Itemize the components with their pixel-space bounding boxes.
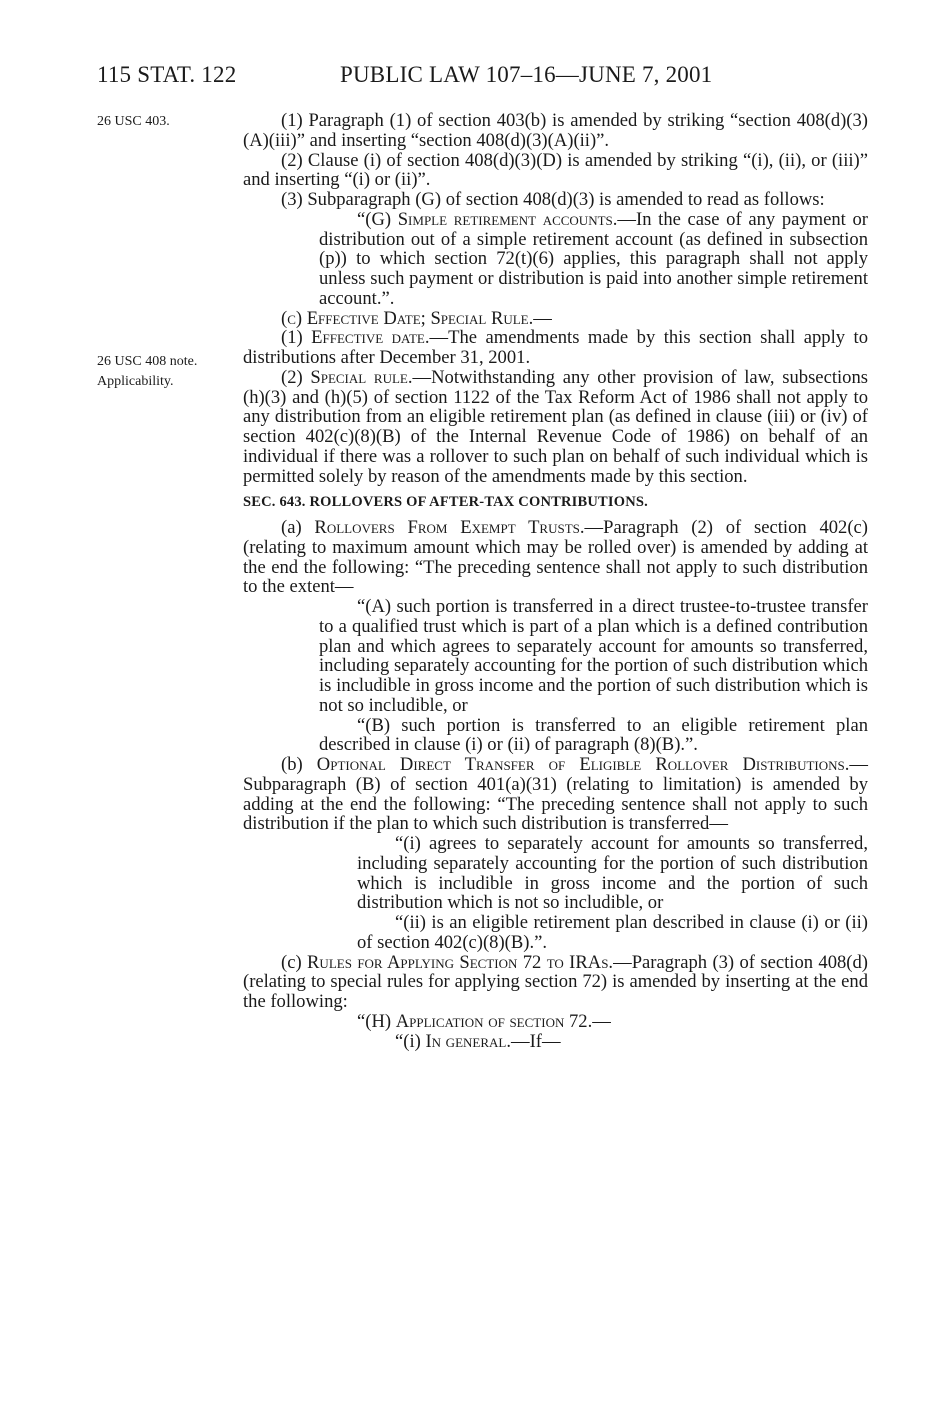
paragraph-3: (3) Subparagraph (G) of section 408(d)(3) is amended to read as follows:	[281, 189, 825, 210]
clause-a-A: “(A) such portion is transferred in a direct trustee-to-trustee transfer to a qualified trust which is part of a plan which is a defined contribution plan and which agrees to separately account for amounts so transferred, including separately accounting for the portion of such distribution which is includible in gross income and the portion of such distribution which is not so includible, or	[319, 596, 868, 716]
subsection-c-rules-number: (c)	[281, 951, 308, 973]
subsection-c-rules	[243, 953, 868, 1012]
subsection-c-dash: —	[533, 307, 552, 329]
paragraph-c2-number: (2)	[281, 366, 311, 388]
subsection-c-heading: (c) Effective Date; Special Rule.	[281, 307, 534, 329]
subsection-a-text: —Paragraph (2) of section 402(c) (relating to maximum amount which may be rolled over) is amended by adding at the end the following: “The preceding sentence shall not apply to such distribution to the extent—	[243, 517, 868, 598]
paragraph-2: (2) Clause (i) of section 408(d)(3)(D) is amended by striking “(i), (ii), or (iii)” and inserting “(i) or (ii)”.	[243, 149, 868, 191]
clause-b-ii: “(ii) is an eligible retirement plan described in clause (i) or (ii) of section 402(c)(8)(B).”.	[357, 912, 868, 953]
paragraph-1: (1) Paragraph (1) of section 403(b) is amended by striking “section 408(d)(3)(A)(iii)” and inserting “section 408(d)(3)(A)(ii)”.	[243, 110, 868, 151]
clause-h-i-text: —If—	[511, 1030, 561, 1052]
subparagraph-h-dash: —	[592, 1010, 611, 1032]
subparagraph-g	[243, 210, 868, 309]
clause-h-i	[243, 1032, 868, 1052]
subsection-b-number: (b)	[281, 754, 317, 775]
paragraph-c1-number: (1)	[281, 327, 312, 349]
margin-note-applicability: Applicability.	[97, 374, 174, 389]
paragraph-c2-text: —Notwithstanding any other provision of law, subsections (h)(3) and (h)(5) of section 1122 of the Tax Reform Act of 1986 shall not apply to any distribution from an eligible retirement plan (as defined in clause (iii) or (iv) of section 402(c)(8)(B) of the Internal Revenue Code of 1986) on behalf of an individual if there was a rollover to such plan on behalf of such individual which is permitted solely by reason of the amendments made by this section.	[243, 366, 868, 487]
page-number-header: 115 STAT. 122	[97, 62, 237, 87]
subsection-b-text: —Subparagraph (B) of section 401(a)(31) (relating to limitation) is amended by adding at the end the following: “The preceding sentence shall not apply to such distribution if the plan to which such distribution is transferred—	[243, 754, 868, 835]
paragraph-c1-heading: Effective date.	[311, 327, 430, 349]
subsection-b-heading: Optional Direct Transfer of Eligible Rollover Distributions.	[316, 754, 850, 775]
paragraph-c1-text: —The amendments made by this section shall apply to distributions after December 31, 2001.	[243, 327, 868, 368]
clause-b-i: “(i) agrees to separately account for amounts so transferred, including separately accounting for the portion of such distribution which is includible in gross income and the portion of such distribution which is not so includible, or	[357, 833, 868, 914]
margin-note-26-usc-403: 26 USC 403.	[97, 114, 170, 129]
document-body	[243, 111, 868, 1051]
public-law-header: PUBLIC LAW 107–16—JUNE 7, 2001	[340, 62, 713, 87]
subsection-a-heading: Rollovers From Exempt Trusts.	[314, 517, 585, 538]
subsection-c-rules-text: —Paragraph (3) of section 408(d) (relating to special rules for applying section 72) is amended by inserting at the end the following:	[243, 951, 868, 1012]
subsection-c-rules-heading: Rules for Applying Section 72 to IRAs.	[307, 951, 614, 973]
paragraph-c2	[243, 368, 868, 487]
paragraph-c2-heading: Special rule.	[310, 366, 413, 388]
clause-h-i-open: “(i)	[395, 1030, 426, 1052]
subsection-a-number: (a)	[281, 517, 315, 538]
subsection-a	[243, 518, 868, 597]
subparagraph-h-open: “(H)	[357, 1010, 396, 1032]
subparagraph-g-text: —In the case of any payment or distribution out of a simple retirement account (as defined in subsection (p)) to which section 72(t)(6) applies, this paragraph shall not apply unless such payment or distribution is paid into another simple retirement account.”.	[319, 208, 868, 309]
paragraph-c1	[243, 328, 868, 368]
subparagraph-h	[243, 1012, 868, 1032]
clause-h-i-heading: In general.	[425, 1030, 511, 1052]
margin-note-26-usc-408-note: 26 USC 408 note.	[97, 354, 198, 369]
section-643-title: SEC. 643. ROLLOVERS OF AFTER-TAX CONTRIBUTIONS.	[243, 494, 648, 511]
subsection-b	[243, 755, 868, 834]
subparagraph-g-heading: “(G) Simple retirement accounts.	[357, 208, 618, 230]
subsection-c	[243, 309, 868, 329]
subparagraph-h-heading: Application of section 72.	[395, 1010, 593, 1032]
clause-a-B: “(B) such portion is transferred to an eligible retirement plan described in clause (i) or (ii) of paragraph (8)(B).”.	[319, 714, 868, 756]
